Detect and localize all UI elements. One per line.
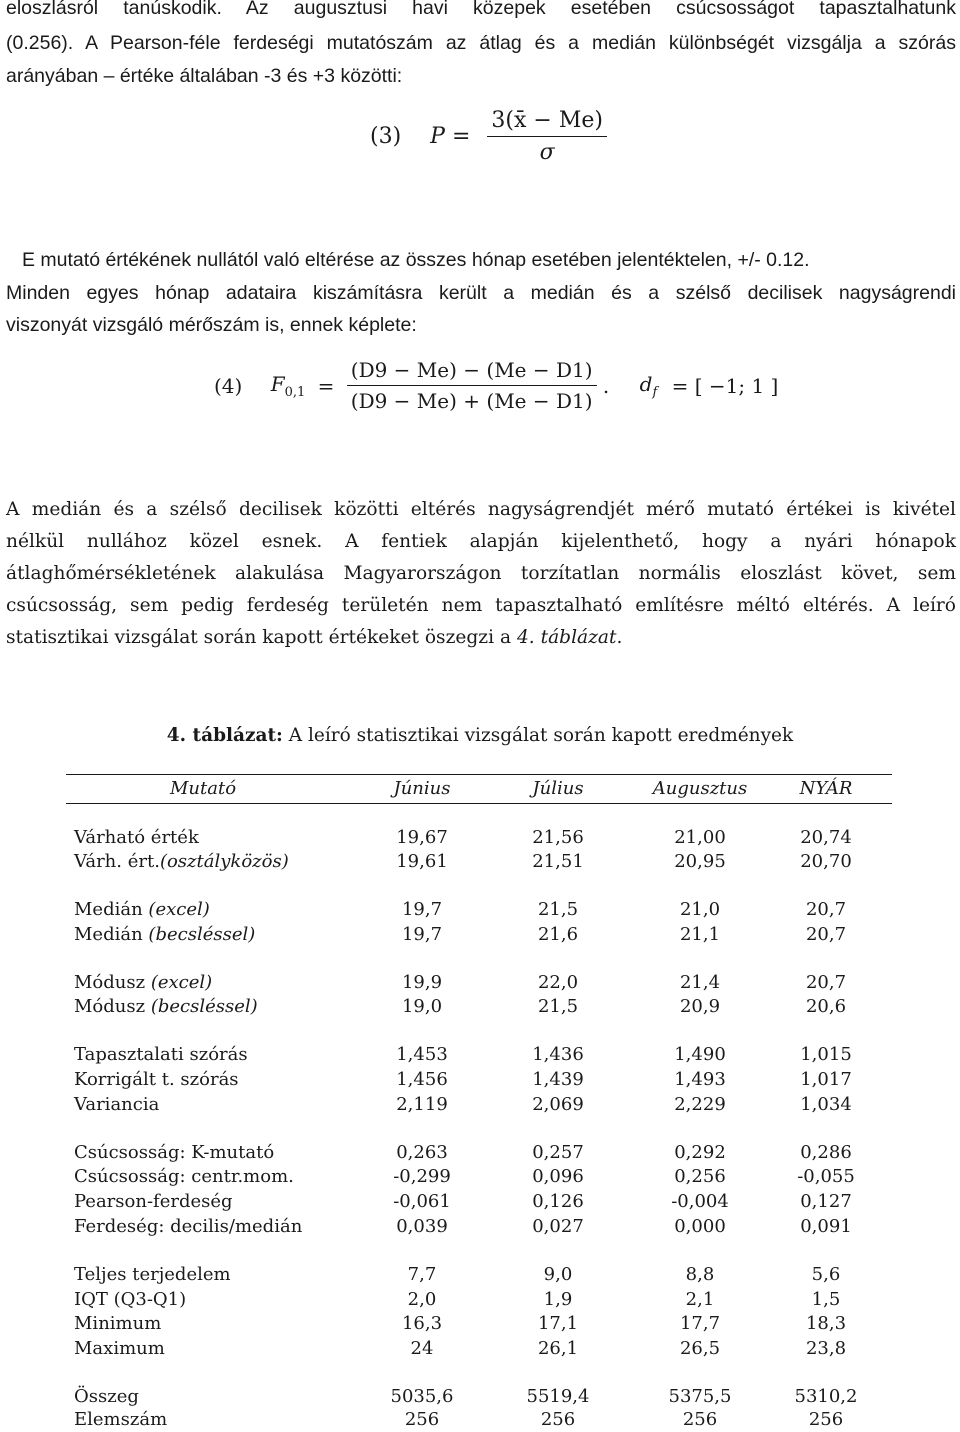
cell-junius: 24 (410, 1338, 434, 1359)
conclusion-paragraph (6, 494, 956, 654)
cell-nyar: 5310,2 (794, 1386, 858, 1407)
formula-3-fraction (487, 108, 607, 165)
cell-augusztus: 21,1 (679, 924, 721, 945)
table-reference: 4. táblázat (516, 627, 617, 648)
header-junius: Június (393, 778, 451, 799)
row-label-italic: (becsléssel) (150, 996, 258, 1017)
cell-nyar: 18,3 (805, 1313, 847, 1334)
table-row (0, 971, 960, 995)
row-label: Minimum (74, 1313, 162, 1334)
formula-4-period: . (602, 373, 610, 398)
row-label-italic: (becsléssel) (148, 924, 256, 945)
cell-nyar: 20,7 (805, 924, 847, 945)
cell-junius: 19,7 (401, 899, 443, 920)
cell-augusztus: 2,229 (674, 1094, 726, 1115)
table-row (0, 1043, 960, 1067)
row-label: Csúcsosság: K-mutató (74, 1142, 275, 1163)
cell-julius: 26,1 (537, 1338, 579, 1359)
row-label: Maximum (74, 1338, 165, 1359)
cell-junius: 19,67 (396, 827, 448, 848)
cell-augusztus: 5375,5 (668, 1386, 732, 1407)
table-caption-label: 4. táblázat: (166, 725, 283, 746)
table-caption-text: A leíró statisztikai vizsgálat során kapott eredmények (282, 725, 794, 746)
cell-julius: 17,1 (537, 1313, 579, 1334)
formula-4-denominator: (D9 − Me) + (Me − D1) (350, 389, 593, 413)
row-label: Pearson-ferdeség (74, 1191, 233, 1212)
cell-augusztus: 1,490 (674, 1044, 726, 1065)
table-row (0, 1190, 960, 1214)
cell-nyar: -0,055 (797, 1166, 855, 1187)
cell-junius: 19,61 (396, 851, 448, 872)
cell-junius: 0,039 (396, 1216, 448, 1237)
cell-junius: 1,456 (396, 1069, 448, 1090)
cell-junius: -0,061 (393, 1191, 451, 1212)
cell-julius: 2,069 (532, 1094, 584, 1115)
cell-augusztus: 20,95 (674, 851, 726, 872)
formula-4-numerator: (D9 − Me) − (Me − D1) (347, 358, 597, 386)
row-label: Korrigált t. szórás (74, 1069, 239, 1090)
cell-augusztus: 17,7 (679, 1313, 721, 1334)
formula-4-df-sub: f (652, 384, 658, 400)
cell-augusztus: -0,004 (671, 1191, 729, 1212)
table-row (0, 1312, 960, 1336)
cell-junius: 19,9 (401, 972, 443, 993)
row-label: Tapasztalati szórás (74, 1044, 248, 1065)
conclusion-line-5-text: statisztikai vizsgálat során kapott értékeket öszegzi a (6, 627, 517, 648)
formula-4-lhs (271, 372, 306, 400)
table-row (0, 923, 960, 947)
row-label: Ferdeség: decilis/medián (74, 1216, 303, 1237)
middle-line-1: E mutató értékének nullától való eltérése az összes hónap esetében jelentéktelen, +/- 0.12. (22, 249, 810, 271)
cell-nyar: 1,034 (800, 1094, 852, 1115)
cell-julius: 21,56 (532, 827, 584, 848)
cell-junius: 1,453 (396, 1044, 448, 1065)
row-label: Várható érték (74, 827, 199, 848)
row-label-italic: (osztályközös) (159, 851, 289, 872)
cell-junius: 256 (404, 1409, 440, 1430)
cell-nyar: 1,017 (800, 1069, 852, 1090)
middle-line-2: Minden egyes hónap adataira kiszámításra került a medián és a szélső decilisek nagyságrendi (6, 282, 956, 304)
row-label: Variancia (74, 1094, 160, 1115)
cell-julius: 0,096 (532, 1166, 584, 1187)
formula-4 (214, 358, 778, 413)
cell-julius: 256 (540, 1409, 576, 1430)
table-row (0, 1408, 960, 1432)
cell-augusztus: 2,1 (685, 1289, 715, 1310)
row-label: Csúcsosság: centr.mom. (74, 1166, 294, 1187)
table-row (0, 1165, 960, 1189)
table-row (0, 1288, 960, 1312)
cell-julius: 1,9 (543, 1289, 573, 1310)
formula-4-number: (4) (214, 373, 243, 398)
cell-junius: 0,263 (396, 1142, 448, 1163)
cell-nyar: 1,015 (800, 1044, 852, 1065)
header-mutato: Mutató (170, 778, 237, 799)
cell-nyar: 23,8 (805, 1338, 847, 1359)
intro-line-2: (0.256). A Pearson-féle ferdeségi mutatószám az átlag és a medián különbségét vizsgálja a szórás (6, 32, 956, 54)
formula-3-number: (3) (370, 124, 402, 149)
cell-julius: 5519,4 (526, 1386, 590, 1407)
cell-augusztus: 21,4 (679, 972, 721, 993)
header-nyar: NYÁR (799, 778, 853, 799)
cell-julius: 21,6 (537, 924, 579, 945)
table-row (0, 1385, 960, 1409)
cell-julius: 21,51 (532, 851, 584, 872)
conclusion-line-4: csúcsosság, sem pedig ferdeség területén nem tapasztalható említésre méltó eltérés. A leíró (6, 595, 956, 616)
table-row (0, 1141, 960, 1165)
conclusion-line-1: A medián és a szélső decilisek közötti eltérés nagyságrendjét mérő mutató értékei is kivétel (6, 499, 956, 520)
formula-4-df-rhs: = [ −1; 1 ] (671, 373, 779, 398)
conclusion-line-2: nélkül nullához közel esnek. A fentiek alapján kijelenthető, hogy a nyári hónapok (6, 531, 956, 552)
formula-3-numerator: 3(x̄ − Me) (487, 108, 607, 137)
table-row (0, 826, 960, 850)
cell-augusztus: 0,000 (674, 1216, 726, 1237)
cell-junius: 2,119 (396, 1094, 448, 1115)
formula-4-fraction (347, 358, 597, 413)
table-row (0, 850, 960, 874)
intro-line-3: arányában – értéke általában -3 és +3 közötti: (6, 65, 403, 87)
cell-julius: 21,5 (537, 996, 579, 1017)
cell-julius: 21,5 (537, 899, 579, 920)
cell-julius: 0,257 (532, 1142, 584, 1163)
formula-3-denominator: σ (539, 140, 555, 165)
cell-junius: 2,0 (407, 1289, 437, 1310)
formula-4-df (640, 372, 658, 400)
cell-julius: 1,439 (532, 1069, 584, 1090)
table-caption (0, 725, 960, 746)
cell-nyar: 5,6 (811, 1264, 841, 1285)
table-row (0, 1068, 960, 1092)
table-row (0, 1337, 960, 1361)
cell-nyar: 0,286 (800, 1142, 852, 1163)
table-row (0, 1215, 960, 1239)
cell-augusztus: 256 (682, 1409, 718, 1430)
row-label: Medián (74, 899, 149, 920)
cell-junius: -0,299 (393, 1166, 451, 1187)
conclusion-line-3: átlaghőmérsékletének alakulása Magyarországon torzítatlan normális eloszlást követ, sem (6, 563, 956, 584)
cell-augusztus: 0,256 (674, 1166, 726, 1187)
row-label: Módusz (74, 972, 151, 993)
cell-augusztus: 1,493 (674, 1069, 726, 1090)
cell-julius: 9,0 (543, 1264, 573, 1285)
cell-julius: 0,027 (532, 1216, 584, 1237)
cell-julius: 0,126 (532, 1191, 584, 1212)
formula-4-eq: = (317, 373, 335, 398)
formula-4-lhs-main: F (270, 371, 285, 396)
table-row (0, 995, 960, 1019)
cell-augusztus: 8,8 (685, 1264, 715, 1285)
table-header (66, 774, 892, 804)
formula-3 (370, 108, 607, 165)
row-label: Elemszám (74, 1409, 168, 1430)
cell-nyar: 20,7 (805, 972, 847, 993)
row-label-italic: (excel) (148, 899, 210, 920)
cell-nyar: 20,6 (805, 996, 847, 1017)
cell-augusztus: 21,0 (679, 899, 721, 920)
header-julius: Július (532, 778, 584, 799)
row-label: Módusz (74, 996, 151, 1017)
cell-augusztus: 20,9 (679, 996, 721, 1017)
cell-nyar: 0,091 (800, 1216, 852, 1237)
cell-nyar: 0,127 (800, 1191, 852, 1212)
formula-4-lhs-sub: 0,1 (284, 384, 306, 400)
row-label: Teljes terjedelem (74, 1264, 231, 1285)
row-label: Medián (74, 924, 149, 945)
row-label: Várh. ért. (74, 851, 160, 872)
intro-line-1: eloszlásról tanúskodik. Az augusztusi havi közepek esetében csúcsosságot tapasztalhatunk (6, 0, 956, 19)
cell-julius: 1,436 (532, 1044, 584, 1065)
formula-3-lhs: P = (430, 124, 471, 149)
table-row (0, 898, 960, 922)
cell-augusztus: 0,292 (674, 1142, 726, 1163)
cell-nyar: 1,5 (811, 1289, 841, 1310)
cell-junius: 19,0 (401, 996, 443, 1017)
cell-junius: 7,7 (407, 1264, 437, 1285)
cell-julius: 22,0 (537, 972, 579, 993)
cell-nyar: 20,7 (805, 899, 847, 920)
cell-junius: 16,3 (401, 1313, 443, 1334)
cell-nyar: 256 (808, 1409, 844, 1430)
table-row (0, 1263, 960, 1287)
cell-augusztus: 21,00 (674, 827, 726, 848)
formula-4-df-main: d (639, 371, 653, 396)
cell-nyar: 20,70 (800, 851, 852, 872)
conclusion-line-5 (6, 622, 956, 654)
row-label: Összeg (74, 1386, 139, 1407)
middle-line-3: viszonyát vizsgáló mérőszám is, ennek képlete: (6, 314, 417, 336)
row-label-italic: (excel) (150, 972, 213, 993)
row-label: IQT (Q3-Q1) (74, 1289, 187, 1310)
table-row (0, 1093, 960, 1117)
header-augusztus: Augusztus (652, 778, 748, 799)
conclusion-line-5-end: . (616, 627, 623, 648)
cell-nyar: 20,74 (800, 827, 852, 848)
cell-junius: 5035,6 (390, 1386, 454, 1407)
cell-augusztus: 26,5 (679, 1338, 721, 1359)
cell-junius: 19,7 (401, 924, 443, 945)
